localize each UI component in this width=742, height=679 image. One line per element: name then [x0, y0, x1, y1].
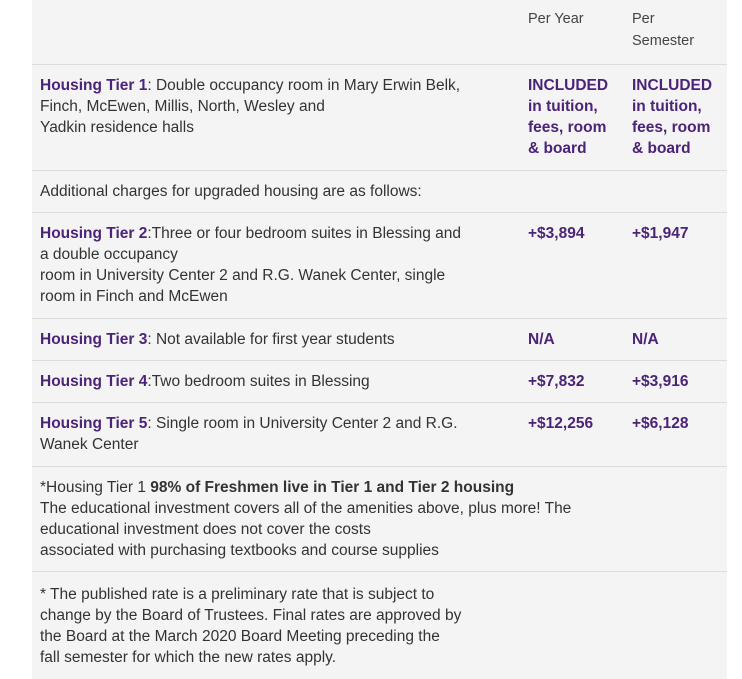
- tier-4-per-semester: +$3,916: [632, 373, 689, 390]
- table-row-tier-4: [32, 360, 727, 402]
- table-row-additional: [32, 170, 727, 212]
- tier-3-per-year: N/A: [528, 331, 555, 348]
- footnote-tier-1: *Housing Tier 1 98% of Freshmen live in Tier 1 and Tier 2 housing The educational investment covers all of the amenities above, plus more! The educational investment does not cover the costs associated with purchasing textbooks and course supplies: [40, 479, 572, 559]
- header-per-year: Per Year: [528, 11, 584, 27]
- additional-charges-text: Additional charges for upgraded housing are as follows:: [40, 183, 422, 200]
- tier-4-per-year: +$7,832: [528, 373, 585, 390]
- table-row-tier-2: [32, 212, 727, 318]
- housing-rates-table: [32, 0, 727, 679]
- table-row-tier-3: [32, 318, 727, 360]
- tier-4-description: Housing Tier 4:Two bedroom suites in Blessing: [40, 373, 370, 390]
- table-row-tier-1: [32, 64, 727, 170]
- header-per-semester: Per Semester: [632, 11, 695, 49]
- tier-3-description: Housing Tier 3: Not available for first year students: [40, 331, 395, 348]
- tier-5-per-year: +$12,256: [528, 415, 594, 432]
- tier-2-per-semester: +$1,947: [632, 225, 689, 242]
- tier-1-description: Housing Tier 1: Double occupancy room in Mary Erwin Belk, Finch, McEwen, Millis, North, Wesley and Yadkin residence halls: [40, 77, 461, 136]
- tier-2-description: Housing Tier 2:Three or four bedroom suites in Blessing and a double occupancy room in University Center 2 and R.G. Wanek Center, single room in Finch and McEwen: [40, 225, 461, 305]
- tier-1-per-year: INCLUDED in tuition, fees, room & board: [528, 77, 609, 157]
- tier-5-per-semester: +$6,128: [632, 415, 689, 432]
- tier-3-per-semester: N/A: [632, 331, 659, 348]
- tier-1-per-semester: INCLUDED in tuition, fees, room & board: [632, 77, 713, 157]
- table-row-note-2: [32, 571, 727, 679]
- tier-2-per-year: +$3,894: [528, 225, 585, 242]
- tier-5-description: Housing Tier 5: Single room in University Center 2 and R.G. Wanek Center: [40, 415, 458, 453]
- table-header-row: [32, 0, 727, 64]
- table-row-tier-5: [32, 402, 727, 466]
- footnote-published-rate: * The published rate is a preliminary rate that is subject to change by the Board of Trustees. Final rates are approved by the Board at the March 2020 Board Meeting preceding the fall semester for which the new rates apply.: [40, 586, 462, 666]
- table-row-note-1: [32, 466, 727, 571]
